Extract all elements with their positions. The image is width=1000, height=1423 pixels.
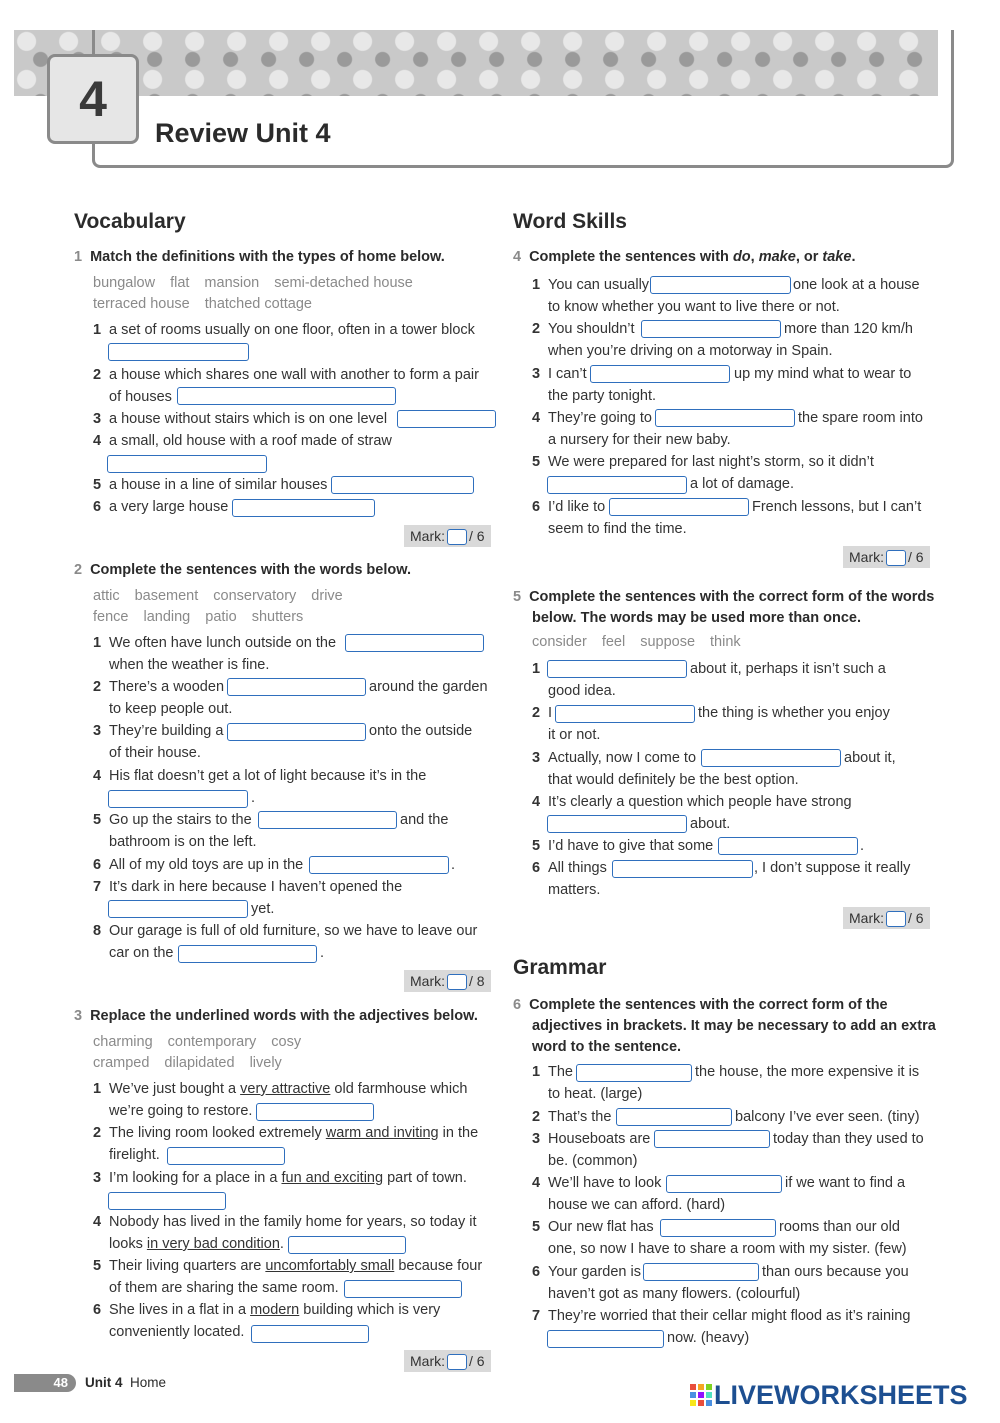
- ex4-item-6-after: French lessons, but I can’t: [752, 499, 922, 515]
- ex2-answer-5[interactable]: [258, 811, 397, 829]
- ex5-item-5: 5 I’d have to give that some: [532, 838, 714, 854]
- ex5-item-1-cont: good idea.: [548, 683, 616, 699]
- ex4-item-4-after: the spare room into: [798, 410, 923, 426]
- ex5-item-6-cont: matters.: [548, 882, 601, 898]
- ex6-item-6-after: than ours because you: [762, 1264, 909, 1280]
- ex6-item-4-after: if we want to find a: [785, 1175, 906, 1191]
- ex1-item-2: 2 a house which shares one wall with another to form a pair: [93, 367, 479, 383]
- ex3-answer-2[interactable]: [167, 1147, 285, 1165]
- ex6-item-1-cont: to heat. (large): [548, 1086, 643, 1102]
- ex2-item-5-cont: bathroom is on the left.: [109, 834, 257, 850]
- page-number: 48: [14, 1374, 76, 1392]
- unit-number: 4: [47, 54, 139, 144]
- ex2-item-8-cont: car on the: [109, 945, 174, 961]
- ex5-item-4-after: about.: [690, 816, 731, 832]
- ex5-answer-2[interactable]: [555, 705, 695, 723]
- ex6-item-5-cont: one, so now I have to share a room with my sister. (few): [548, 1241, 907, 1257]
- ex2-item-7-after: yet.: [251, 901, 275, 917]
- ex5-word-bank: consider feel suppose think: [532, 634, 741, 650]
- ex6-item-4-cont: house we can afford. (hard): [548, 1197, 726, 1213]
- page-title: Review Unit 4: [155, 118, 331, 148]
- ex5-item-1: 1: [532, 661, 541, 677]
- ex1-mark-box[interactable]: [447, 529, 467, 545]
- ex2-item-4-after: .: [251, 790, 256, 806]
- ex4-answer-5[interactable]: [547, 476, 687, 494]
- ex3-word-bank: charming contemporary cosy cramped dilapidated lively: [93, 1034, 302, 1071]
- vocabulary-title: Vocabulary: [74, 210, 186, 233]
- ex6-item-6: 6 Your garden is: [532, 1264, 641, 1280]
- ex4-item-1-after: one look at a house: [793, 277, 920, 293]
- ex6-heading: 6 Complete the sentences with the correct form of the adjectives in brackets. It may be necessary to add an extra word to the sentence.: [513, 997, 936, 1055]
- ex4-item-4: 4 They’re going to: [532, 410, 652, 426]
- ex1-answer-4[interactable]: [107, 455, 267, 473]
- ex1-word-bank: bungalow flat mansion semi-detached house terraced house thatched cottage: [93, 275, 413, 312]
- ex4-item-3-cont: the party tonight.: [548, 388, 657, 404]
- ex1-item-2-cont: of houses: [109, 389, 172, 405]
- ex3-answer-1[interactable]: [256, 1103, 374, 1121]
- ex5-item-6-after: , I don’t suppose it really: [754, 860, 911, 876]
- ex2-item-3: 3 They’re building a: [93, 723, 224, 739]
- ex5-answer-1[interactable]: [547, 660, 687, 678]
- ex5-item-3: 3 Actually, now I come to: [532, 750, 697, 766]
- ex2-mark: Mark: / 8: [404, 970, 491, 992]
- ex4-answer-4[interactable]: [655, 409, 795, 427]
- ex5-item-3-after: about it,: [844, 750, 896, 766]
- ex6-item-3-cont: be. (common): [548, 1153, 638, 1169]
- ex3-answer-4[interactable]: [288, 1236, 406, 1254]
- ex5-answer-3[interactable]: [701, 749, 841, 767]
- ex5-item-6: 6 All things: [532, 860, 607, 876]
- ex6-item-5-after: rooms than our old: [779, 1219, 900, 1235]
- ex3-item-4-cont: looks in very bad condition.: [109, 1236, 284, 1252]
- ex1-mark: Mark: / 6: [404, 525, 491, 547]
- ex5-item-2-after: the thing is whether you enjoy: [698, 705, 890, 721]
- ex4-item-2-after: more than 120 km/h: [784, 321, 913, 337]
- ex6-item-2-after: balcony I’ve ever seen. (tiny): [735, 1109, 920, 1125]
- ex3-item-1: 1 We’ve just bought a very attractive old farmhouse which: [93, 1081, 468, 1097]
- ex4-answer-6[interactable]: [609, 498, 749, 516]
- ex5-answer-5[interactable]: [718, 837, 858, 855]
- ex5-heading: 5 Complete the sentences with the correct form of the words below. The words may be used more than once.: [513, 589, 935, 626]
- ex2-mark-box[interactable]: [447, 974, 467, 990]
- ex2-item-8: 8 Our garage is full of old furniture, so we have to leave our: [93, 923, 478, 939]
- ex2-answer-3[interactable]: [227, 723, 366, 741]
- ex3-item-5-cont: of them are sharing the same room.: [109, 1280, 339, 1296]
- ex2-item-3-cont: of their house.: [109, 745, 201, 761]
- ex3-heading: 3 Replace the underlined words with the adjectives below.: [74, 1008, 478, 1024]
- ex2-item-7: 7 It’s dark in here because I haven’t opened the: [93, 879, 403, 895]
- ex4-item-1: 1 You can usually: [532, 277, 650, 293]
- ex3-item-6: 6 She lives in a flat in a modern building which is very: [93, 1302, 441, 1318]
- ex3-item-3: 3 I’m looking for a place in a fun and exciting part of town.: [93, 1170, 467, 1186]
- ex2-item-3-after: onto the outside: [369, 723, 473, 739]
- ex6-item-4: 4 We’ll have to look: [532, 1175, 662, 1191]
- ex4-item-5-after: a lot of damage.: [690, 476, 794, 492]
- ex2-answer-7[interactable]: [108, 900, 248, 918]
- ex6-item-1: 1 The: [532, 1064, 573, 1080]
- ex4-heading: 4 Complete the sentences with do, make, or take.: [513, 249, 856, 265]
- ex2-word-bank: attic basement conservatory drive fence landing patio shutters: [93, 588, 343, 625]
- ex1-answer-6[interactable]: [232, 499, 375, 517]
- ex6-item-3-after: today than they used to: [773, 1131, 924, 1147]
- ex5-mark-box[interactable]: [886, 911, 906, 927]
- ex6-answer-6[interactable]: [643, 1263, 759, 1281]
- ex1-item-6: 6 a very large house: [93, 499, 229, 515]
- ex2-answer-2[interactable]: [227, 678, 366, 696]
- ex1-answer-3[interactable]: [397, 410, 496, 428]
- ex5-item-2-cont: it or not.: [548, 727, 601, 743]
- ex1-item-3: 3 a house without stairs which is on one level: [93, 411, 388, 427]
- ex6-item-1-after: the house, the more expensive it is: [695, 1064, 920, 1080]
- ex2-item-1-cont: when the weather is fine.: [109, 657, 270, 673]
- ex4-item-2: 2 You shouldn’t: [532, 321, 635, 337]
- ex6-answer-1[interactable]: [576, 1064, 692, 1082]
- ex1-answer-2[interactable]: [177, 387, 396, 405]
- ex4-item-6: 6 I’d like to: [532, 499, 606, 515]
- ex5-mark: Mark: / 6: [843, 907, 930, 929]
- ex5-item-3-cont: that would definitely be the best option.: [548, 772, 799, 788]
- ex6-answer-7[interactable]: [547, 1330, 664, 1348]
- ex2-item-6-after: .: [451, 857, 456, 873]
- ex3-answer-6[interactable]: [251, 1325, 369, 1343]
- ex1-answer-5[interactable]: [331, 476, 474, 494]
- ex4-item-1-cont: to know whether you want to live there or not.: [548, 299, 840, 315]
- ex5-answer-4[interactable]: [547, 815, 687, 833]
- ex3-item-4: 4 Nobody has lived in the family home for years, so today it: [93, 1214, 477, 1230]
- ex3-mark: Mark: / 6: [404, 1350, 491, 1372]
- ex2-item-2-cont: to keep people out.: [109, 701, 233, 717]
- ex6-answer-3[interactable]: [654, 1130, 770, 1148]
- ex3-item-2: 2 The living room looked extremely warm and inviting in the: [93, 1125, 479, 1141]
- ex1-heading: 1 Match the definitions with the types of home below.: [74, 249, 445, 265]
- ex4-item-3: 3 I can’t: [532, 366, 587, 382]
- ex2-heading: 2 Complete the sentences with the words below.: [74, 562, 412, 578]
- ex2-item-2: 2 There’s a wooden: [93, 679, 225, 695]
- ex4-mark: Mark: / 6: [843, 546, 930, 568]
- ex2-answer-4[interactable]: [108, 790, 248, 808]
- liveworksheets-logo: LIVEWORKSHEETS: [690, 1380, 968, 1411]
- ex1-answer-1[interactable]: [108, 343, 249, 361]
- ex2-answer-1[interactable]: [345, 634, 484, 652]
- ex5-item-4: 4 It’s clearly a question which people have strong: [532, 794, 852, 810]
- ex5-item-1-after: about it, perhaps it isn’t such a: [690, 661, 886, 677]
- ex3-answer-5[interactable]: [344, 1280, 462, 1298]
- ex1-item-4: 4 a small, old house with a roof made of straw: [93, 433, 392, 449]
- ex3-item-2-cont: firelight.: [109, 1147, 160, 1163]
- ex6-answer-5[interactable]: [660, 1219, 776, 1237]
- ex3-item-6-cont: conveniently located.: [109, 1324, 245, 1340]
- ex3-item-1-cont: we’re going to restore.: [109, 1103, 253, 1119]
- ex4-mark-box[interactable]: [886, 550, 906, 566]
- ex1-item-5: 5 a house in a line of similar houses: [93, 477, 328, 493]
- logo-grid-icon: [690, 1384, 712, 1406]
- ex6-answer-4[interactable]: [666, 1175, 782, 1193]
- footer-unit: Unit 4 Home: [85, 1375, 167, 1390]
- ex6-item-7: 7 They’re worried that their cellar might flood as it’s raining: [532, 1308, 911, 1324]
- ex2-item-6: 6 All of my old toys are up in the: [93, 857, 304, 873]
- ex6-item-6-cont: haven’t got as many flowers. (colourful): [548, 1286, 801, 1302]
- ex5-answer-6[interactable]: [612, 860, 753, 878]
- ex2-item-4: 4 His flat doesn’t get a lot of light because it’s in the: [93, 768, 427, 784]
- ex6-item-3: 3 Houseboats are: [532, 1131, 651, 1147]
- ex2-item-1: 1 We often have lunch outside on the: [93, 635, 337, 651]
- ex4-item-6-cont: seem to find the time.: [548, 521, 687, 537]
- ex3-answer-3[interactable]: [108, 1192, 226, 1210]
- ex2-item-5: 5 Go up the stairs to the: [93, 812, 252, 828]
- ex4-item-3-after: up my mind what to wear to: [734, 366, 912, 382]
- grammar-title: Grammar: [513, 956, 607, 979]
- ex1-item-1: 1 a set of rooms usually on one floor, often in a tower block: [93, 322, 475, 338]
- ex4-item-4-cont: a nursery for their new baby.: [548, 432, 731, 448]
- ex5-item-2: 2 I: [532, 705, 553, 721]
- ex2-item-8-after: .: [320, 945, 325, 961]
- ex2-item-5-after: and the: [400, 812, 449, 828]
- ex4-answer-2[interactable]: [641, 320, 781, 338]
- word-skills-title: Word Skills: [513, 210, 627, 233]
- ex6-item-5: 5 Our new flat has: [532, 1219, 654, 1235]
- ex2-answer-6[interactable]: [309, 856, 449, 874]
- ex4-item-2-cont: when you’re driving on a motorway in Spain.: [548, 343, 833, 359]
- ex4-answer-3[interactable]: [590, 365, 730, 383]
- ex4-answer-1[interactable]: [650, 276, 791, 294]
- ex2-item-2-after: around the garden: [369, 679, 488, 695]
- ex5-item-5-after: .: [860, 838, 865, 854]
- ex6-answer-2[interactable]: [616, 1108, 732, 1126]
- ex4-item-5: 5 We were prepared for last night’s storm, so it didn’t: [532, 454, 874, 470]
- ex6-item-7-after: now. (heavy): [667, 1330, 750, 1346]
- ex6-item-2: 2 That’s the: [532, 1109, 612, 1125]
- ex2-answer-8[interactable]: [178, 945, 317, 963]
- ex3-mark-box[interactable]: [447, 1354, 467, 1370]
- ex3-item-5: 5 Their living quarters are uncomfortably small because four: [93, 1258, 483, 1274]
